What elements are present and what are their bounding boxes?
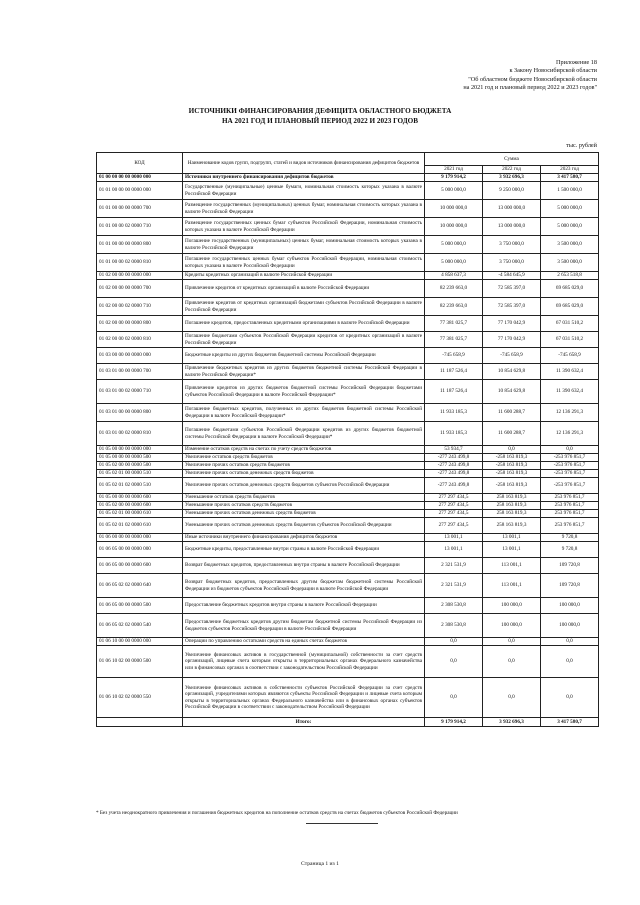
row-value-2023: 3 500 000,0 [541,254,599,272]
row-name: Увеличение прочих остатков денежных средств бюджетов субъектов Российской Федерации [183,478,425,494]
row-value-2023: 100 000,0 [541,598,599,614]
row-value-2022: 3 750 000,0 [483,254,541,272]
row-value-2021: 5 000 000,0 [425,254,483,272]
row-value-2023: 0,0 [541,678,599,718]
row-value-2023: -253 976 851,7 [541,478,599,494]
row-value-2023: 12 136 291,3 [541,422,599,446]
row-value-2023: 109 720,8 [541,574,599,598]
row-value-2022: 11 600 288,7 [483,404,541,422]
table-row [97,254,599,272]
row-value-2023: 9 720,8 [541,542,599,558]
row-code: 01 05 00 00 00 0000 000 [97,446,183,454]
row-name: Увеличение прочих остатков денежных средств бюджетов [183,470,425,478]
row-name: Увеличение финансовых активов в государственной (муниципальной) собственности за счет средств организаций, лицевые счета которым открыты в территориальных органах Федерального казначейства или в финансовых органах в соответствии с законодательством Российской Федерации [183,646,425,678]
row-code: 01 03 00 00 00 0000 000 [97,348,183,364]
row-value-2021: 277 297 434,5 [425,518,483,534]
table-row [97,614,599,638]
row-value-2021: 82 239 663,0 [425,298,483,316]
row-value-2021: 82 239 663,0 [425,280,483,298]
row-code: 01 02 00 00 00 0000 700 [97,280,183,298]
row-name: Бюджетные кредиты из других бюджетов бюджетной системы Российской Федерации [183,348,425,364]
row-value-2022: -745 658,9 [483,348,541,364]
row-value-2022: 77 170 042,9 [483,332,541,348]
row-code: 01 01 00 00 02 0000 710 [97,218,183,236]
row-name: Уменьшение прочих остатков средств бюджетов [183,502,425,510]
row-value-2022: 0,0 [483,646,541,678]
table-row [97,494,599,502]
row-name: Возврат бюджетных кредитов, предоставленных внутри страны в валюте Российской Федерации [183,558,425,574]
row-value-2023: 1 500 000,0 [541,182,599,200]
row-value-2021: 0,0 [425,678,483,718]
table-row [97,478,599,494]
row-name: Иные источники внутреннего финансирования дефицитов бюджетов [183,534,425,542]
row-value-2022: 77 170 042,9 [483,316,541,332]
annex-line: "Об областном бюджете Новосибирской области [468,75,597,83]
table-body [97,174,599,727]
table-row [97,542,599,558]
header-2023: 2023 год [541,166,599,174]
row-value-2022: 72 585 397,0 [483,280,541,298]
row-value-2021: 9 179 914,2 [425,174,483,182]
row-value-2021: 77 381 025,7 [425,316,483,332]
row-name: Увеличение прочих остатков средств бюджетов [183,462,425,470]
row-code: 01 05 02 01 02 0000 510 [97,478,183,494]
total-2021: 9 179 914,2 [425,718,483,727]
row-name: Изменение остатков средств на счетах по учету средств бюджетов [183,446,425,454]
row-value-2023: 5 000 000,0 [541,218,599,236]
table-row [97,678,599,718]
row-value-2021: 277 297 434,5 [425,510,483,518]
table-row [97,558,599,574]
annex-line: на 2021 год и плановый период 2022 и 2023 годов" [463,84,597,92]
row-value-2021: 11 933 185,3 [425,404,483,422]
row-value-2022: 100 000,0 [483,614,541,638]
row-value-2022: 13 001,1 [483,542,541,558]
row-value-2022: 100 000,0 [483,598,541,614]
table-row [97,182,599,200]
row-value-2023: 253 976 851,7 [541,502,599,510]
annex-header [337,59,597,93]
row-value-2023: 253 976 851,7 [541,518,599,534]
row-name: Уменьшение прочих остатков денежных средств бюджетов [183,510,425,518]
row-name: Предоставление бюджетных кредитов другим бюджетам бюджетной системы Российской Федерации из бюджетов субъектов Российской Федерации в валюте Российской Федерации [183,614,425,638]
table-row [97,364,599,380]
row-value-2022: 72 585 397,0 [483,298,541,316]
row-code: 01 05 00 00 00 0000 600 [97,494,183,502]
row-value-2021: -277 243 499,8 [425,470,483,478]
row-value-2022: 13 001,1 [483,534,541,542]
title-line-2: НА 2021 ГОД И ПЛАНОВЫЙ ПЕРИОД 2022 И 2023 ГОДОВ [221,117,419,125]
footnote: * Без учета неоднократного привлечения и погашения бюджетных кредитов на пополнение остатков средств на счетах бюджетов субъектов Российской Федерации [96,810,458,816]
row-value-2022: 113 001,1 [483,574,541,598]
header-sum: Сумма [425,153,599,166]
table-row [97,454,599,462]
row-name: Возврат бюджетных кредитов, предоставленных другим бюджетам бюджетной системы Российской Федерации из бюджетов субъектов Российской Федерации в валюте Российской Федерации [183,574,425,598]
table-row [97,272,599,280]
row-name: Погашение государственных (муниципальных) ценных бумаг, номинальная стоимость которых указана в валюте Российской Федерации [183,236,425,254]
annex-line: Приложение 18 [556,59,597,66]
document-title [0,106,640,126]
row-value-2022: 258 163 819,3 [483,494,541,502]
row-value-2021: 2 308 530,8 [425,614,483,638]
row-code: 01 05 02 01 00 0000 510 [97,470,183,478]
row-code: 01 01 00 00 02 0000 810 [97,254,183,272]
row-code: 01 01 00 00 00 0000 700 [97,200,183,218]
row-code: 01 05 02 00 00 0000 500 [97,462,183,470]
row-value-2022: 0,0 [483,638,541,646]
row-value-2023: 11 390 632,4 [541,364,599,380]
row-value-2022: 0,0 [483,446,541,454]
row-value-2021: 13 001,1 [425,542,483,558]
row-value-2023: 9 720,8 [541,534,599,542]
header-name: Наименование кодов групп, подгрупп, статей и видов источников финансирования дефицитов бюджетов [183,153,425,174]
row-value-2021: 5 000 000,0 [425,182,483,200]
row-value-2023: 69 685 029,0 [541,280,599,298]
row-value-2023: 69 685 029,0 [541,298,599,316]
page-number: Страница 1 из 1 [301,861,339,867]
row-value-2022: 0,0 [483,678,541,718]
row-value-2022: -258 163 819,3 [483,454,541,462]
row-value-2021: 13 001,1 [425,534,483,542]
row-value-2023: 12 136 291,3 [541,404,599,422]
row-code: 01 05 02 01 02 0000 610 [97,518,183,534]
row-value-2023: 5 000 000,0 [541,200,599,218]
row-code: 01 01 00 00 00 0000 800 [97,236,183,254]
row-name: Уменьшение остатков средств бюджетов [183,494,425,502]
row-value-2022: -258 163 819,3 [483,470,541,478]
table-row [97,502,599,510]
row-name: Привлечение кредитов из других бюджетов бюджетной системы Российской Федерации бюджетами субъектов Российской Федерации в валюте Российской Федерации* [183,380,425,404]
table-row [97,446,599,454]
row-value-2023: -253 976 851,7 [541,462,599,470]
table-row [97,638,599,646]
row-code: 01 03 01 00 00 0000 800 [97,404,183,422]
row-name: Привлечение кредитов от кредитных организаций в валюте Российской Федерации [183,280,425,298]
table-row [97,280,599,298]
row-code: 01 06 10 00 00 0000 000 [97,638,183,646]
table-row [97,316,599,332]
table-row [97,348,599,364]
table-row [97,518,599,534]
header-2021: 2021 год [425,166,483,174]
row-value-2022: -258 163 819,3 [483,462,541,470]
row-code: 01 02 00 00 02 0000 810 [97,332,183,348]
row-value-2022: 13 000 000,0 [483,200,541,218]
row-code: 01 03 01 00 00 0000 700 [97,364,183,380]
table-row [97,534,599,542]
row-value-2022: 9 250 000,0 [483,182,541,200]
table-row [97,174,599,182]
row-value-2021: -277 243 499,8 [425,454,483,462]
row-code: 01 06 05 02 02 0000 640 [97,574,183,598]
table-row [97,200,599,218]
row-value-2023: 0,0 [541,638,599,646]
row-name: Кредиты кредитных организаций в валюте Российской Федерации [183,272,425,280]
row-value-2021: 5 000 000,0 [425,236,483,254]
row-code: 01 02 00 00 02 0000 710 [97,298,183,316]
row-name: Увеличение остатков средств бюджетов [183,454,425,462]
row-value-2023: 3 417 580,7 [541,174,599,182]
row-value-2022: -258 163 819,3 [483,478,541,494]
row-value-2021: 277 297 434,5 [425,502,483,510]
row-value-2022: 3 932 696,3 [483,174,541,182]
header-code: КОД [97,153,183,174]
row-value-2021: 11 933 185,3 [425,422,483,446]
total-code [97,718,183,727]
table-row [97,218,599,236]
row-value-2023: 253 976 851,7 [541,494,599,502]
total-row [97,718,599,727]
table-row [97,510,599,518]
row-value-2021: 277 297 434,5 [425,494,483,502]
row-value-2022: -4 584 645,9 [483,272,541,280]
total-label: Итого: [183,718,425,727]
row-value-2022: 11 600 288,7 [483,422,541,446]
table-row [97,422,599,446]
row-value-2021: 11 187 526,4 [425,380,483,404]
row-name: Привлечение бюджетных кредитов из других бюджетов бюджетной системы Российской Федерации в валюте Российской Федерации* [183,364,425,380]
row-code: 01 02 00 00 00 0000 000 [97,272,183,280]
row-value-2023: 67 031 510,2 [541,332,599,348]
row-value-2022: 258 163 819,3 [483,502,541,510]
row-name: Привлечение кредитов от кредитных организаций бюджетами субъектов Российской Федерации в валюте Российской Федерации [183,298,425,316]
row-value-2021: -745 658,9 [425,348,483,364]
row-value-2023: 3 500 000,0 [541,236,599,254]
row-code: 01 06 10 02 00 0000 500 [97,646,183,678]
row-name: Предоставление бюджетных кредитов внутри страны в валюте Российской Федерации [183,598,425,614]
row-value-2023: -745 658,9 [541,348,599,364]
row-value-2022: 113 001,1 [483,558,541,574]
row-value-2022: 10 854 629,8 [483,380,541,404]
table-row [97,380,599,404]
row-value-2022: 3 750 000,0 [483,236,541,254]
row-code: 01 06 05 02 02 0000 540 [97,614,183,638]
row-name: Погашение государственных ценных бумаг субъектов Российской Федерации, номинальная стоимость которых указана в валюте Российской Федерации [183,254,425,272]
row-value-2023: 2 653 518,8 [541,272,599,280]
row-value-2023: 0,0 [541,446,599,454]
row-name: Бюджетные кредиты, предоставленные внутри страны в валюте Российской Федерации [183,542,425,558]
row-value-2021: 2 308 530,8 [425,598,483,614]
row-value-2023: 253 976 851,7 [541,510,599,518]
row-value-2021: 2 321 531,9 [425,558,483,574]
table-row [97,332,599,348]
header-2022: 2022 год [483,166,541,174]
row-value-2023: 0,0 [541,646,599,678]
row-value-2023: 67 031 510,2 [541,316,599,332]
row-code: 01 06 05 00 00 0000 500 [97,598,183,614]
row-code: 01 06 05 00 00 0000 000 [97,542,183,558]
row-value-2022: 13 000 000,0 [483,218,541,236]
row-code: 01 05 02 00 00 0000 600 [97,502,183,510]
separator-line [306,823,378,824]
row-value-2023: 11 390 632,4 [541,380,599,404]
table-row [97,646,599,678]
row-code: 01 03 01 00 02 0000 710 [97,380,183,404]
row-code: 01 06 10 02 02 0000 550 [97,678,183,718]
row-code: 01 00 00 00 00 0000 000 [97,174,183,182]
row-value-2021: -277 243 499,8 [425,462,483,470]
row-value-2023: -253 976 851,7 [541,470,599,478]
row-value-2023: 109 720,8 [541,558,599,574]
row-name: Погашение кредитов, предоставленных кредитными организациями в валюте Российской Федерации [183,316,425,332]
table-row [97,404,599,422]
row-value-2023: -253 976 851,7 [541,454,599,462]
row-code: 01 02 00 00 00 0000 800 [97,316,183,332]
table-row [97,462,599,470]
financing-table [96,152,599,727]
row-code: 01 01 00 00 00 0000 000 [97,182,183,200]
row-value-2022: 258 163 819,3 [483,518,541,534]
row-value-2021: 4 858 637,3 [425,272,483,280]
annex-line: к Закону Новосибирской области [509,67,597,75]
row-value-2022: 258 163 819,3 [483,510,541,518]
row-code: 01 06 00 00 00 0000 000 [97,534,183,542]
total-2022: 3 932 696,3 [483,718,541,727]
row-value-2021: 0,0 [425,646,483,678]
title-line-1: ИСТОЧНИКИ ФИНАНСИРОВАНИЯ ДЕФИЦИТА ОБЛАСТНОГО БЮДЖЕТА [188,107,452,115]
row-name: Размещение государственных ценных бумаг субъектов Российской Федерации, номинальная стоимость которых указана в валюте Российской Федерации [183,218,425,236]
table-row [97,236,599,254]
units-label: тыс. рублей [566,142,597,149]
row-name: Государственные (муниципальные) ценные бумаги, номинальная стоимость которых указана в валюте Российской Федерации [183,182,425,200]
row-code: 01 03 01 00 02 0000 810 [97,422,183,446]
table-row [97,574,599,598]
row-value-2021: 11 187 526,4 [425,364,483,380]
row-code: 01 05 02 01 00 0000 610 [97,510,183,518]
row-code: 01 05 00 00 00 0000 500 [97,454,183,462]
row-name: Погашение бюджетами субъектов Российской Федерации кредитов из других бюджетов бюджетной системы Российской Федерации в валюте Российской Федерации* [183,422,425,446]
row-value-2022: 10 854 629,8 [483,364,541,380]
row-name: Погашение бюджетами субъектов Российской Федерации кредитов от кредитных организаций в валюте Российской Федерации [183,332,425,348]
row-name: Погашение бюджетных кредитов, полученных из других бюджетов бюджетной системы Российской Федерации в валюте Российской Федерации* [183,404,425,422]
row-value-2021: 10 000 000,0 [425,218,483,236]
row-name: Источники внутреннего финансирования дефицитов бюджетов [183,174,425,182]
row-value-2021: 2 321 531,9 [425,574,483,598]
row-value-2021: 77 381 025,7 [425,332,483,348]
row-name: Операции по управлению остатками средств на единых счетах бюджетов [183,638,425,646]
row-value-2021: 0,0 [425,638,483,646]
row-value-2023: 100 000,0 [541,614,599,638]
row-value-2021: 53 934,7 [425,446,483,454]
table-row [97,298,599,316]
row-value-2021: 10 000 000,0 [425,200,483,218]
row-name: Уменьшение прочих остатков денежных средств бюджетов субъектов Российской Федерации [183,518,425,534]
table-row [97,598,599,614]
row-value-2021: -277 243 499,8 [425,478,483,494]
table-row [97,470,599,478]
total-2023: 3 417 580,7 [541,718,599,727]
row-name: Размещение государственных (муниципальных) ценных бумаг, номинальная стоимость которых указана в валюте Российской Федерации [183,200,425,218]
row-name: Увеличение финансовых активов в собственности субъектов Российской Федерации за счет средств организаций, учредителями которых являются субъекты Российской Федерации и лицевые счета которым открыты в территориальных органах Федерального казначейства или в финансовых органах субъектов Российской Федерации в соответствии с законодательством Российской Федерации [183,678,425,718]
row-code: 01 06 05 00 00 0000 600 [97,558,183,574]
